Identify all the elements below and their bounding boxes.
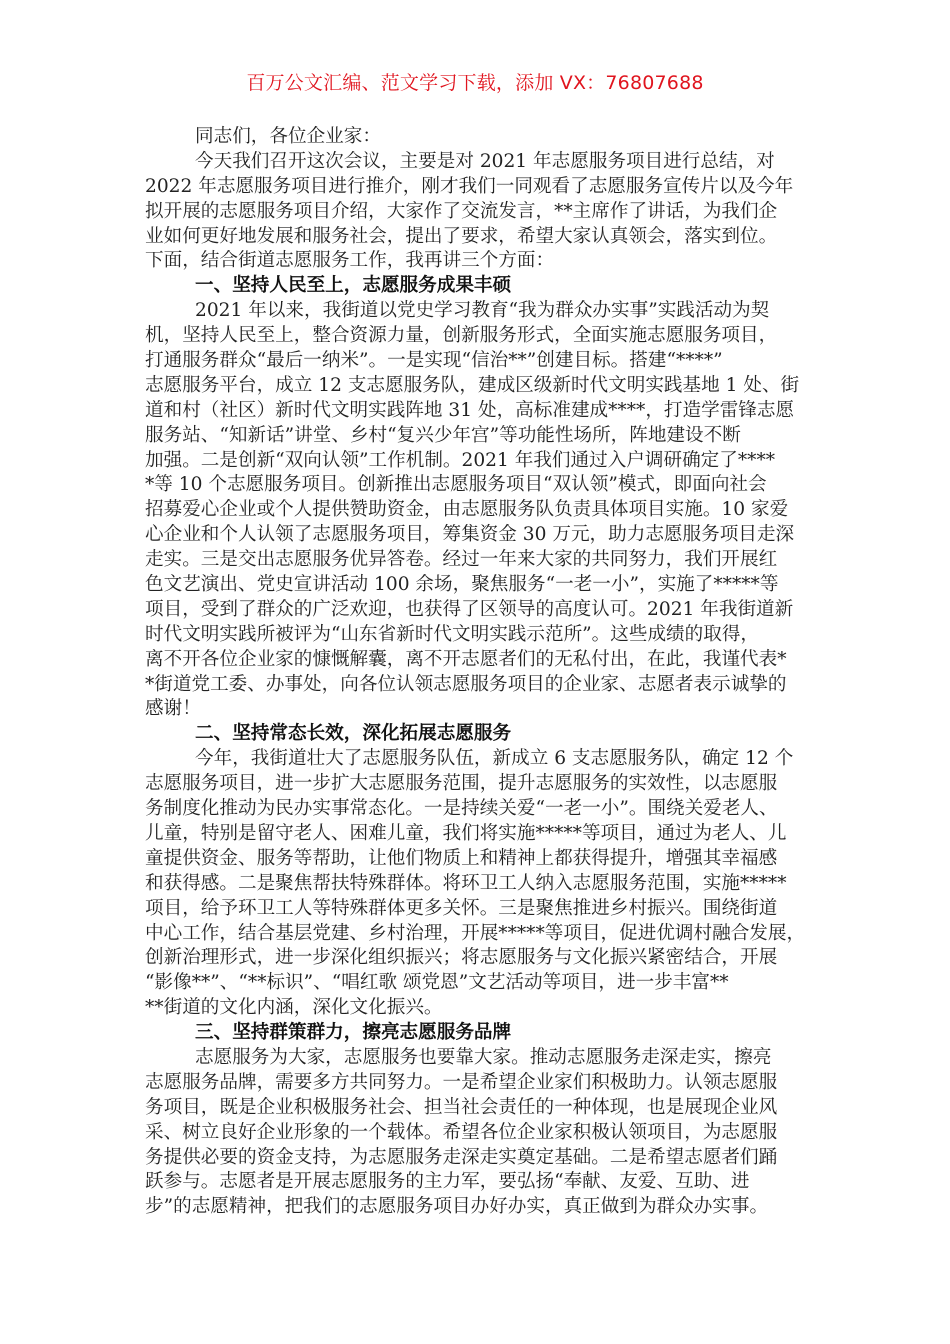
text-line: 儿童，特别是留守老人、困难儿童，我们将实施*****等项目，通过为老人、儿 (145, 822, 787, 844)
text-line: 感谢！ (145, 698, 201, 720)
text-line: 志愿服务为大家，志愿服务也要靠大家。推动志愿服务走深走实，擦亮 (195, 1046, 772, 1068)
text-line: 打通服务群众“最后一纳米”。一是实现“信治**”创建目标。搭建“****” (145, 350, 723, 372)
text-line: 采、树立良好企业形象的一个载体。希望各位企业家积极认领项目，为志愿服 (145, 1121, 778, 1143)
text-line: 务制度化推动为民办实事常态化。一是持续关爱“一老一小”。围绕关爱老人、 (145, 798, 778, 820)
text-line: 2021 年以来，我街道以党史学习教育“我为群众办实事”实践活动为契 (195, 300, 770, 322)
text-line: 项目，受到了群众的广泛欢迎，也获得了区领导的高度认可。2021 年我街道新 (145, 598, 794, 620)
text-line: 今年，我街道壮大了志愿服务队伍，新成立 6 支志愿服务队，确定 12 个 (195, 748, 794, 770)
text-line: 今天我们召开这次会议，主要是对 2021 年志愿服务项目进行总结，对 (195, 150, 775, 172)
text-line: “影像**”、“**标识”、“唱红歌 颂党恩”文艺活动等项目，进一步丰富** (145, 972, 729, 994)
text-line: 离不开各位企业家的慷慨解囊，离不开志愿者们的无私付出，在此，我谨代表* (145, 648, 787, 670)
section-heading: 二、坚持常态长效，深化拓展志愿服务 (195, 723, 512, 745)
text-line: 项目，给予环卫工人等特殊群体更多关怀。三是聚焦推进乡村振兴。围绕街道 (145, 897, 778, 919)
text-line: **街道的文化内涵，深化文化振兴。 (145, 997, 443, 1019)
text-line: 中心工作，结合基层党建、乡村治理，开展*****等项目，促进优调村融合发展， (145, 922, 806, 944)
section-heading: 一、坚持人民至上，志愿服务成果丰硕 (195, 275, 512, 297)
text-line: 2022 年志愿服务项目进行推介，刚才我们一同观看了志愿服务宣传片以及今年 (145, 175, 794, 197)
text-line: 创新治理形式，进一步深化组织振兴；将志愿服务与文化振兴紧密结合，开展 (145, 947, 778, 969)
watermark-banner: 百万公文汇编、范文学习下载，添加 VX：76807688 (246, 72, 704, 94)
text-line: 下面，结合街道志愿服务工作，我再讲三个方面： (145, 250, 555, 272)
text-line: 志愿服务项目，进一步扩大志愿服务范围，提升志愿服务的实效性，以志愿服 (145, 773, 778, 795)
text-line: 和获得感。二是聚焦帮扶特殊群体。将环卫工人纳入志愿服务范围，实施***** (145, 872, 787, 894)
text-line: 加强。二是创新“双向认领”工作机制。2021 年我们通过入户调研确定了**** (145, 449, 776, 471)
text-line: 招募爱心企业或个人提供赞助资金，由志愿服务队负责具体项目实施。10 家爱 (145, 499, 789, 521)
text-line: 步”的志愿精神，把我们的志愿服务项目办好办实，真正做到为群众办实事。 (145, 1196, 769, 1218)
text-line: 同志们，各位企业家： (195, 126, 381, 147)
text-line: 志愿服务平台，成立 12 支志愿服务队，建成区级新时代文明实践基地 1 处、街 (145, 374, 800, 396)
text-line: 心企业和个人认领了志愿服务项目，筹集资金 30 万元，助力志愿服务项目走深 (145, 524, 795, 546)
text-line: *等 10 个志愿服务项目。创新推出志愿服务项目“双认领”模式，即面向社会 (145, 474, 767, 496)
section-heading: 三、坚持群策群力，擦亮志愿服务品牌 (195, 1022, 512, 1044)
text-line: 务项目，既是企业积极服务社会、担当社会责任的一种体现，也是展现企业风 (145, 1096, 778, 1118)
text-line: 童提供资金、服务等帮助，让他们物质上和精神上都获得提升，增强其幸福感 (145, 847, 778, 869)
text-line: 业如何更好地发展和服务社会，提出了要求，希望大家认真领会，落实到位。 (145, 225, 778, 247)
text-line: 跃参与。志愿者是开展志愿服务的主力军，要弘扬“奉献、友爱、互助、进 (145, 1171, 750, 1193)
text-line: 时代文明实践所被评为“山东省新时代文明实践示范所”。这些成绩的取得， (145, 623, 760, 645)
text-line: 走实。三是交出志愿服务优异答卷。经过一年来大家的共同努力，我们开展红 (145, 549, 778, 571)
text-line: 道和村（社区）新时代文明实践阵地 31 处，高标准建成****，打造学雷锋志愿 (145, 399, 795, 421)
text-line: 志愿服务品牌，需要多方共同努力。一是希望企业家们积极助力。认领志愿服 (145, 1071, 778, 1093)
document-body (145, 125, 815, 1220)
text-line: 机，坚持人民至上，整合资源力量，创新服务形式，全面实施志愿服务项目， (145, 325, 778, 347)
text-line: 务提供必要的资金支持，为志愿服务走深走实奠定基础。二是希望志愿者们踊 (145, 1146, 778, 1168)
text-line: 拟开展的志愿服务项目介绍，大家作了交流发言，**主席作了讲话，为我们企 (145, 200, 778, 222)
text-line: 服务站、“知新话”讲堂、乡村“复兴少年宫”等功能性场所，阵地建设不断 (145, 424, 741, 446)
text-line: *街道党工委、办事处，向各位认领志愿服务项目的企业家、志愿者表示诚挚的 (145, 673, 787, 695)
text-line: 色文艺演出、党史宣讲活动 100 余场，聚焦服务“一老一小”，实施了*****等 (145, 574, 779, 596)
